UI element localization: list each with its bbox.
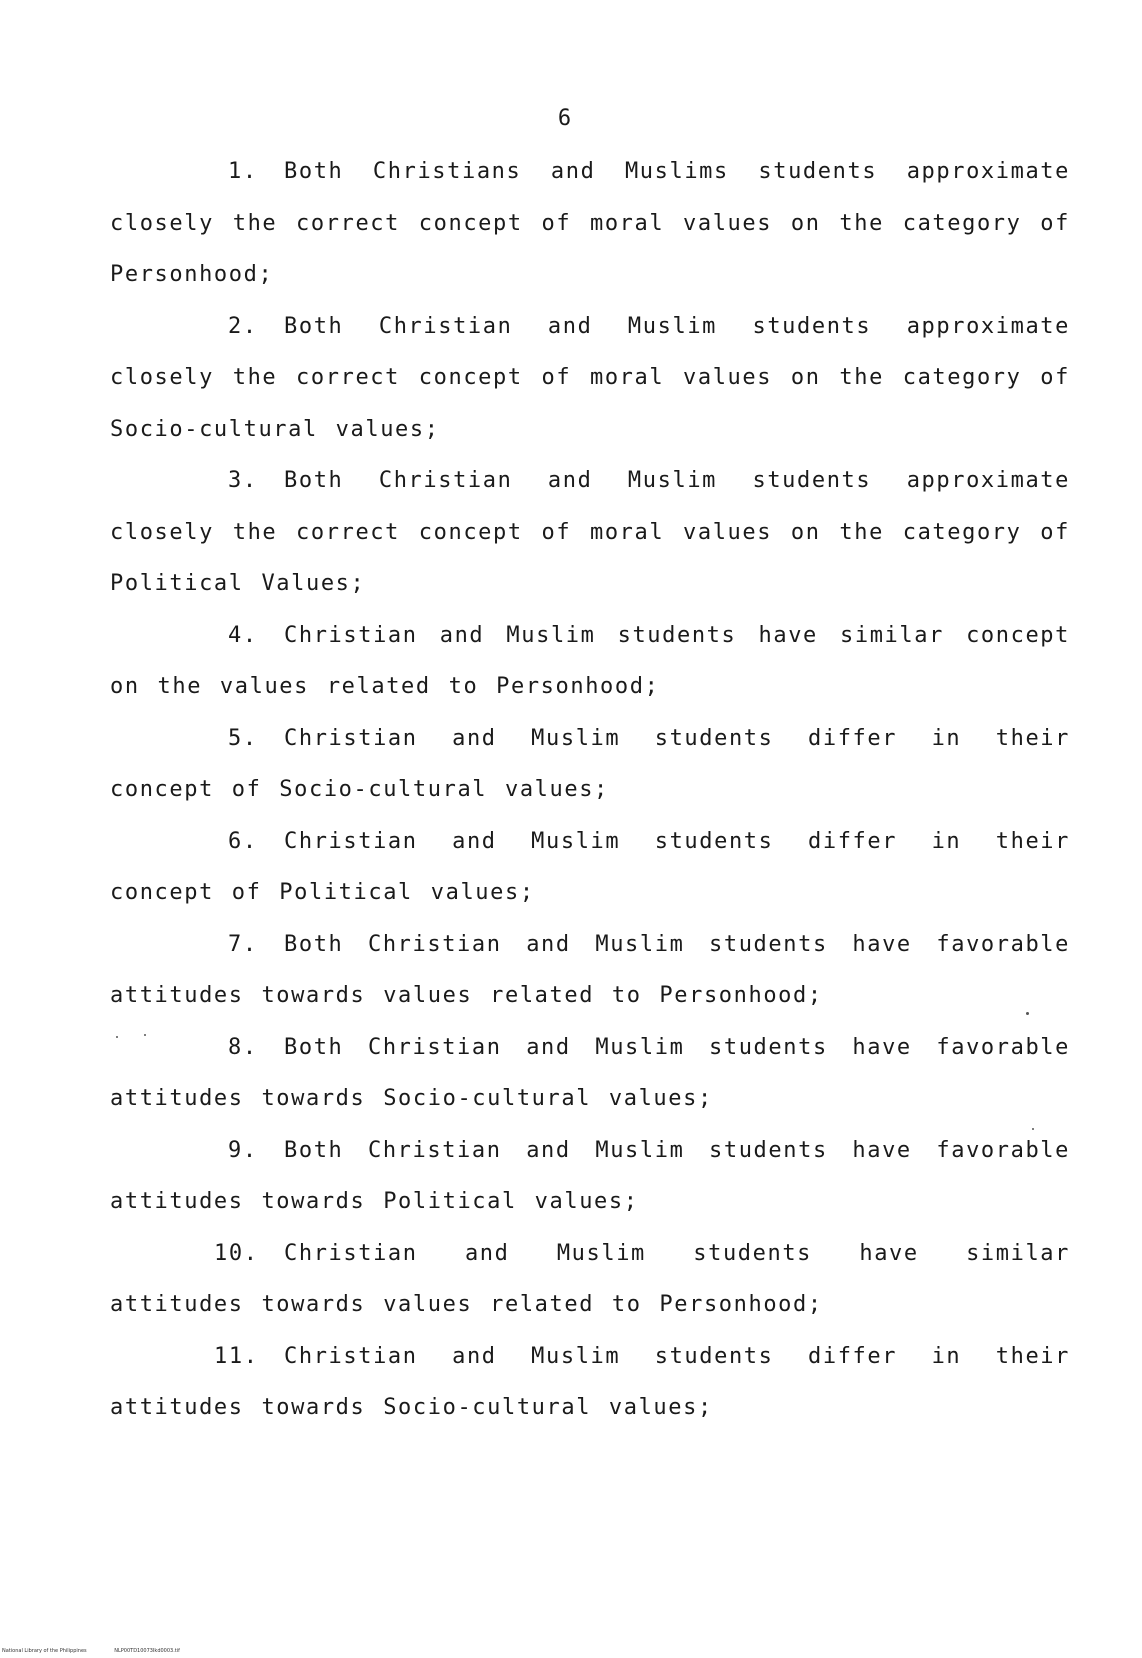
finding-item [110, 1228, 1070, 1331]
finding-text: Christian and Muslim students differ in their concept of Socio-cultural values; [110, 725, 1070, 802]
finding-text: Both Christian and Muslim students approximate closely the correct concept of moral values on the category of Political Values; [110, 468, 1070, 596]
finding-number: 4. [228, 622, 258, 648]
finding-number: 3. [228, 468, 258, 493]
scan-footer [2, 1648, 206, 1654]
finding-number: 6. [228, 828, 258, 854]
scan-speck [1032, 1128, 1034, 1130]
finding-text: Christian and Muslim students differ in their attitudes towards Socio-cultural values; [110, 1343, 1070, 1420]
finding-item [110, 146, 1070, 301]
finding-item [110, 455, 1070, 610]
scan-speck [116, 1036, 118, 1038]
finding-number: 8. [228, 1034, 258, 1060]
finding-number: 2. [228, 313, 258, 339]
finding-item [110, 919, 1070, 1022]
finding-item [110, 1125, 1070, 1228]
finding-item [110, 816, 1070, 919]
finding-text: Both Christian and Muslim students have favorable attitudes towards Political values; [110, 1137, 1070, 1214]
scan-speck [1026, 1012, 1029, 1015]
finding-number: 1. [228, 159, 258, 184]
finding-text: Both Christian and Muslim students approximate closely the correct concept of moral values on the category of Socio-cultural values; [110, 313, 1070, 442]
finding-text: Both Christian and Muslim students have favorable attitudes towards values related to Personhood; [110, 931, 1070, 1008]
finding-number: 5. [228, 725, 258, 751]
finding-text: Christian and Muslim students differ in their concept of Political values; [110, 828, 1070, 905]
finding-text: Both Christians and Muslims students approximate closely the correct concept of moral values on the category of Personhood; [110, 159, 1070, 287]
finding-number: 11. [214, 1343, 259, 1369]
finding-item [110, 301, 1070, 456]
finding-item [110, 610, 1070, 713]
footer-library: National Library of the Philippines [2, 1648, 87, 1654]
finding-text: Christian and Muslim students have similar concept on the values related to Personhood; [110, 622, 1070, 699]
finding-item [110, 1331, 1070, 1434]
finding-number: 7. [228, 931, 258, 957]
finding-item [110, 1022, 1070, 1125]
finding-text: Both Christian and Muslim students have favorable attitudes towards Socio-cultural values; [110, 1034, 1070, 1111]
finding-text: Christian and Muslim students have similar attitudes towards values related to Personhood; [110, 1240, 1070, 1317]
page-number: 6 [557, 106, 573, 131]
finding-number: 9. [228, 1137, 258, 1163]
footer-file-id: NLP00TD10073Ikd0003.tif [114, 1648, 180, 1654]
findings-list [110, 146, 1070, 1434]
finding-item [110, 713, 1070, 816]
finding-number: 10. [214, 1240, 259, 1266]
scan-speck [144, 1034, 146, 1036]
